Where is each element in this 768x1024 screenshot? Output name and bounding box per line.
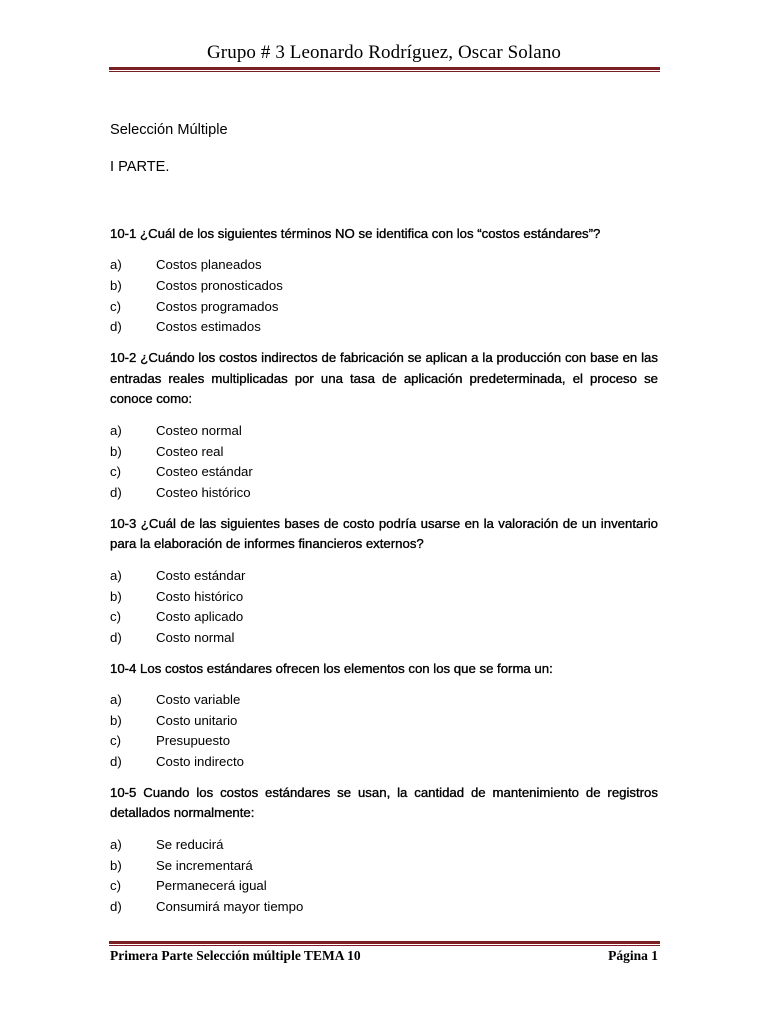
option-letter: b): [110, 712, 122, 728]
page-number: Página 1: [608, 948, 658, 963]
option-letter: b): [110, 857, 122, 873]
option-letter: b): [110, 588, 122, 604]
question-text: 10-3 ¿Cuál de las siguientes bases de costo podría usarse en la valoración de un inventario para la elaboración de informes financieros externos?: [110, 515, 658, 552]
option-letter: d): [110, 899, 122, 915]
option-item: [110, 628, 658, 649]
option-item: [110, 876, 658, 897]
option-letter: c): [110, 733, 121, 749]
option-item: [110, 566, 658, 587]
option-letter: d): [110, 629, 122, 645]
question-list: [110, 224, 658, 918]
document-body: [110, 120, 658, 918]
footer-rule: [109, 941, 660, 944]
option-letter: a): [110, 568, 122, 584]
option-text: Costeo estándar: [156, 464, 253, 480]
option-item: [110, 752, 658, 773]
option-item: [110, 297, 658, 318]
option-letter: d): [110, 319, 122, 335]
option-item: [110, 711, 658, 732]
option-list: [110, 421, 658, 503]
option-item: [110, 587, 658, 608]
option-text: Presupuesto: [156, 733, 231, 749]
question-text: 10-2 ¿Cuándo los costos indirectos de fabricación se aplican a la producción con base en las entradas reales multiplicadas por una tasa de aplicación predeterminada, el proceso se conoce como:: [110, 349, 658, 407]
option-text: Costo aplicado: [156, 609, 244, 625]
option-list: [110, 566, 658, 648]
option-text: Se reducirá: [156, 837, 224, 853]
option-letter: c): [110, 609, 121, 625]
option-text: Costo normal: [156, 629, 235, 645]
option-item: [110, 462, 658, 483]
option-letter: d): [110, 754, 122, 770]
option-text: Costo unitario: [156, 712, 238, 728]
option-text: Costos planeados: [156, 257, 262, 273]
option-letter: a): [110, 837, 122, 853]
question-block: [110, 659, 658, 773]
question-text: 10-1 ¿Cuál de los siguientes términos NO se identifica con los “costos estándares”?: [110, 225, 601, 241]
option-item: [110, 317, 658, 338]
option-list: [110, 690, 658, 772]
option-letter: a): [110, 257, 122, 273]
option-letter: d): [110, 484, 122, 500]
option-item: [110, 607, 658, 628]
option-item: [110, 483, 658, 504]
option-letter: c): [110, 298, 121, 314]
option-item: [110, 897, 658, 918]
option-text: Costeo histórico: [156, 484, 251, 500]
header-rule-thin: [109, 71, 660, 72]
option-text: Se incrementará: [156, 857, 253, 873]
question-text: 10-5 Cuando los costos estándares se usan, la cantidad de mantenimiento de registros detallados normalmente:: [110, 784, 658, 821]
option-text: Costo indirecto: [156, 754, 244, 770]
option-text: Costeo real: [156, 443, 224, 459]
section-title: Selección Múltiple: [110, 122, 228, 138]
option-text: Costo estándar: [156, 568, 246, 584]
option-text: Costos estimados: [156, 319, 261, 335]
option-text: Costo histórico: [156, 588, 244, 604]
option-letter: a): [110, 692, 122, 708]
footer-rule-thin: [109, 945, 660, 946]
option-text: Permanecerá igual: [156, 878, 267, 894]
option-item: [110, 442, 658, 463]
option-item: [110, 856, 658, 877]
header-rule: [109, 67, 660, 70]
option-item: [110, 255, 658, 276]
question-block: [110, 348, 658, 504]
question-block: [110, 783, 658, 918]
option-item: [110, 731, 658, 752]
option-letter: c): [110, 878, 121, 894]
option-letter: b): [110, 277, 122, 293]
option-item: [110, 690, 658, 711]
option-letter: a): [110, 423, 122, 439]
question-text: 10-4 Los costos estándares ofrecen los elementos con los que se forma un:: [110, 660, 553, 676]
option-text: Consumirá mayor tiempo: [156, 899, 304, 915]
option-text: Costos programados: [156, 298, 279, 314]
question-block: [110, 514, 658, 649]
option-item: [110, 835, 658, 856]
option-text: Costos pronosticados: [156, 277, 283, 293]
footer-title: Primera Parte Selección múltiple TEMA 10: [110, 948, 361, 963]
option-text: Costeo normal: [156, 423, 242, 439]
option-letter: b): [110, 443, 122, 459]
option-item: [110, 276, 658, 297]
option-letter: c): [110, 464, 121, 480]
option-list: [110, 835, 658, 917]
option-item: [110, 421, 658, 442]
option-text: Costo variable: [156, 692, 241, 708]
question-block: [110, 224, 658, 338]
header-title: Grupo # 3 Leonardo Rodríguez, Oscar Solano: [206, 42, 562, 63]
option-list: [110, 255, 658, 337]
part-title: I PARTE.: [110, 158, 170, 175]
